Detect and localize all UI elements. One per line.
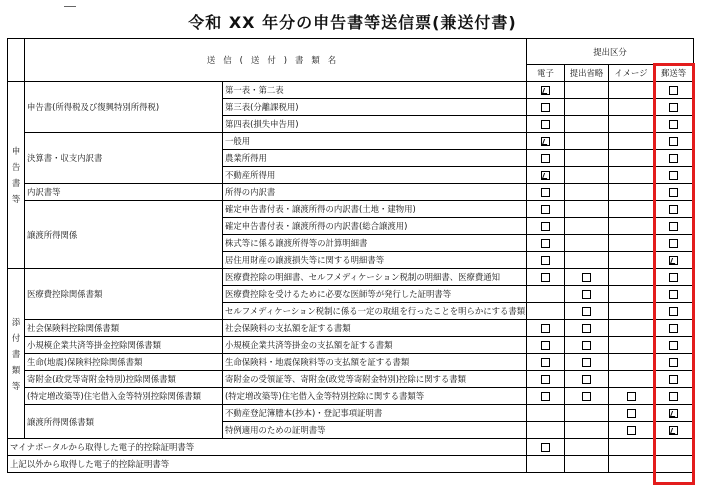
checkbox[interactable] [541,392,550,401]
footer-label: マイナポータルから取得した電子的控除証明書等 [8,439,527,456]
cell-omitted [565,116,609,133]
cell-image [609,303,654,320]
cell-omitted [565,99,609,116]
group-char: 類 [11,364,21,375]
mail-column-highlight [653,63,695,485]
cell-image [609,184,654,201]
group-char: 書 [11,348,21,359]
cell-omitted [565,456,609,473]
document-name: 所得の内訳書 [223,184,527,201]
checkbox[interactable] [541,375,550,384]
cell-image [609,201,654,218]
group-char: 書 [11,178,21,188]
cell-image [609,439,654,456]
document-name: 医療費控除の明細書、セルフメディケーション税制の明細書、医療費通知 [223,269,527,286]
cell-omitted [565,269,609,286]
checkbox[interactable] [582,375,591,384]
cell-electronic [527,337,565,354]
cell-electronic [527,388,565,405]
document-row [8,405,694,422]
document-row [8,269,694,286]
checkbox[interactable] [541,188,550,197]
document-category: 医療費控除関係書類 [25,269,223,320]
cell-image [609,99,654,116]
group-label-shinkoku [8,82,25,269]
cell-omitted [565,303,609,320]
cell-image [609,252,654,269]
document-category: (特定増改築等)住宅借入金等特別控除関係書類 [25,388,223,405]
checked-checkbox[interactable] [541,86,550,95]
col-header-image: イメージ [609,65,654,82]
document-row [8,371,694,388]
cell-omitted [565,388,609,405]
document-category: 内訳書等 [25,184,223,201]
document-name: 第四表(損失申告用) [223,116,527,133]
document-name: 居住用財産の譲渡損失等に関する明細書等 [223,252,527,269]
cell-omitted [565,337,609,354]
document-name: 特例適用のための証明書等 [223,422,527,439]
cell-electronic [527,405,565,422]
checkbox[interactable] [582,324,591,333]
document-category: 決算書・収支内訳書 [25,133,223,184]
cell-electronic [527,286,565,303]
document-name: 株式等に係る譲渡所得等の計算明細書 [223,235,527,252]
cell-omitted [565,133,609,150]
document-name-header: 送信(送付)書類名 [25,39,527,82]
cell-omitted [565,167,609,184]
footer-label: 上記以外から取得した電子的控除証明書等 [8,456,527,473]
document-name: 農業所得用 [223,150,527,167]
cell-image [609,286,654,303]
cell-electronic [527,218,565,235]
submission-form-table [7,38,694,473]
group-char: 申 [11,146,21,156]
document-name: 寄附金の受領証等、寄附金(政党等寄附金特別)控除に関する書類 [223,371,527,388]
cell-electronic [527,320,565,337]
checkbox[interactable] [582,307,591,316]
cell-omitted [565,201,609,218]
footer-row [8,456,694,473]
document-category: 譲渡所得関係 [25,201,223,269]
document-row [8,320,694,337]
header-blank-cell [8,39,25,82]
cell-image [609,422,654,439]
document-row [8,184,694,201]
cell-electronic [527,354,565,371]
cell-electronic [527,167,565,184]
document-category: 譲渡所得関係書類 [25,405,223,439]
cell-electronic [527,82,565,99]
cell-omitted [565,82,609,99]
cell-image [609,405,654,422]
cell-electronic [527,133,565,150]
document-row [8,201,694,218]
cell-omitted [565,235,609,252]
cell-image [609,337,654,354]
cell-electronic [527,439,565,456]
cell-image [609,167,654,184]
cell-omitted [565,320,609,337]
document-name: 一般用 [223,133,527,150]
cell-electronic [527,99,565,116]
checkbox[interactable] [541,358,550,367]
document-category: 生命(地震)保険料控除関係書類 [25,354,223,371]
cell-electronic [527,252,565,269]
document-name: 小規模企業共済等掛金の支払額を証する書類 [223,337,527,354]
document-name: 第三表(分離課税用) [223,99,527,116]
page-title: 令和 XX 年分の申告書等送信票(兼送付書) [188,13,517,32]
checkbox[interactable] [582,358,591,367]
checkbox[interactable] [582,392,591,401]
top-mark [64,6,76,7]
document-name: 確定申告書付表・譲渡所得の内訳書(土地・建物用) [223,201,527,218]
group-char: 付 [11,332,21,343]
cell-omitted [565,439,609,456]
checkbox[interactable] [627,392,636,401]
cell-image [609,235,654,252]
checked-checkbox[interactable] [541,137,550,146]
cell-image [609,116,654,133]
document-category: 申告書(所得税及び復興特別所得税) [25,82,223,133]
cell-omitted [565,354,609,371]
col-header-electronic: 電子 [527,65,565,82]
cell-omitted [565,422,609,439]
cell-omitted [565,218,609,235]
cell-electronic [527,201,565,218]
cell-omitted [565,252,609,269]
checkbox[interactable] [582,273,591,282]
document-name: 不動産所得用 [223,167,527,184]
group-char: 告 [11,162,21,172]
checkbox[interactable] [541,273,550,282]
cell-omitted [565,150,609,167]
cell-image [609,269,654,286]
group-label-tenpu [8,269,25,439]
checkbox[interactable] [582,290,591,299]
group-char: 添 [11,316,21,327]
document-row [8,337,694,354]
document-category: 寄附金(政党等寄附金特別)控除関係書類 [25,371,223,388]
cell-electronic [527,184,565,201]
cell-image [609,150,654,167]
checkbox[interactable] [541,341,550,350]
checkbox[interactable] [541,239,550,248]
checkbox[interactable] [627,426,636,435]
cell-electronic [527,422,565,439]
document-name: 第一表・第二表 [223,82,527,99]
document-name: 生命保険料・地震保険料等の支払額を証する書類 [223,354,527,371]
submission-category-header: 提出区分 [527,39,694,65]
checkbox[interactable] [541,324,550,333]
checkbox[interactable] [541,256,550,265]
checkbox[interactable] [541,103,550,112]
document-row [8,354,694,371]
checkbox[interactable] [541,120,550,129]
cell-electronic [527,116,565,133]
cell-image [609,456,654,473]
document-name: セルフメディケーション税制に係る一定の取組を行ったことを明らかにする書類 [223,303,527,320]
footer-row [8,439,694,456]
checkbox[interactable] [627,409,636,418]
document-name: 医療費控除を受けるために必要な医師等が発行した証明書等 [223,286,527,303]
checkbox[interactable] [541,205,550,214]
cell-electronic [527,456,565,473]
cell-image [609,320,654,337]
cell-image [609,133,654,150]
checkbox[interactable] [541,154,550,163]
cell-omitted [565,405,609,422]
document-row [8,133,694,150]
cell-omitted [565,286,609,303]
cell-omitted [565,371,609,388]
group-char: 等 [11,194,21,204]
checkbox[interactable] [582,341,591,350]
group-char: 等 [11,380,21,391]
cell-electronic [527,150,565,167]
header-row-1 [8,39,694,65]
col-header-omitted: 提出省略 [565,65,609,82]
document-row [8,82,694,99]
cell-image [609,218,654,235]
checked-checkbox[interactable] [541,171,550,180]
col-header-mail: 郵送等 [654,65,694,82]
cell-omitted [565,184,609,201]
cell-electronic [527,371,565,388]
document-name: (特定増改築等)住宅借入金等特別控除に関する書類等 [223,388,527,405]
checkbox[interactable] [541,222,550,231]
cell-image [609,388,654,405]
cell-image [609,371,654,388]
cell-image [609,82,654,99]
document-name: 不動産登記簿謄本(抄本)・登記事項証明書 [223,405,527,422]
checkbox[interactable] [541,443,550,452]
cell-electronic [527,303,565,320]
cell-image [609,354,654,371]
document-category: 社会保険料控除関係書類 [25,320,223,337]
cell-electronic [527,269,565,286]
document-name: 社会保険料の支払額を証する書類 [223,320,527,337]
cell-electronic [527,235,565,252]
document-category: 小規模企業共済等掛金控除関係書類 [25,337,223,354]
document-row [8,388,694,405]
document-name: 確定申告書付表・譲渡所得の内訳書(総合譲渡用) [223,218,527,235]
